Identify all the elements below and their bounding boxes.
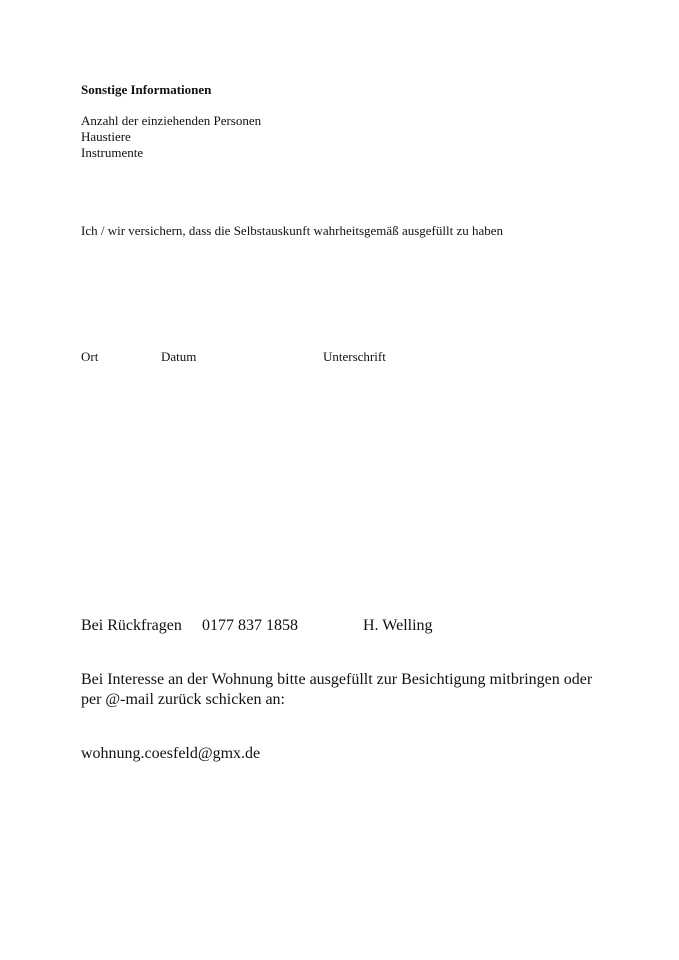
contact-person-name: H. Welling	[363, 617, 433, 634]
field-label-haustiere: Haustiere	[81, 129, 131, 144]
contact-phone-number: 0177 837 1858	[202, 617, 298, 634]
contact-email-address: wohnung.coesfeld@gmx.de	[81, 745, 261, 762]
contact-label-rueckfragen: Bei Rückfragen	[81, 617, 182, 634]
declaration-text: Ich / wir versichern, dass die Selbstauskunft wahrheitsgemäß ausgefüllt zu haben	[81, 223, 504, 238]
signature-label-unterschrift: Unterschrift	[323, 349, 386, 364]
signature-label-ort: Ort	[81, 349, 99, 364]
section-heading-sonstige-informationen: Sonstige Informationen	[81, 82, 212, 97]
instruction-text-line-1: Bei Interesse an der Wohnung bitte ausgefüllt zur Besichtigung mitbringen oder	[81, 671, 593, 688]
instruction-text-line-2: per @-mail zurück schicken an:	[81, 691, 285, 708]
field-label-instrumente: Instrumente	[81, 145, 144, 160]
signature-label-datum: Datum	[161, 349, 197, 364]
field-label-anzahl-personen: Anzahl der einziehenden Personen	[81, 113, 262, 128]
